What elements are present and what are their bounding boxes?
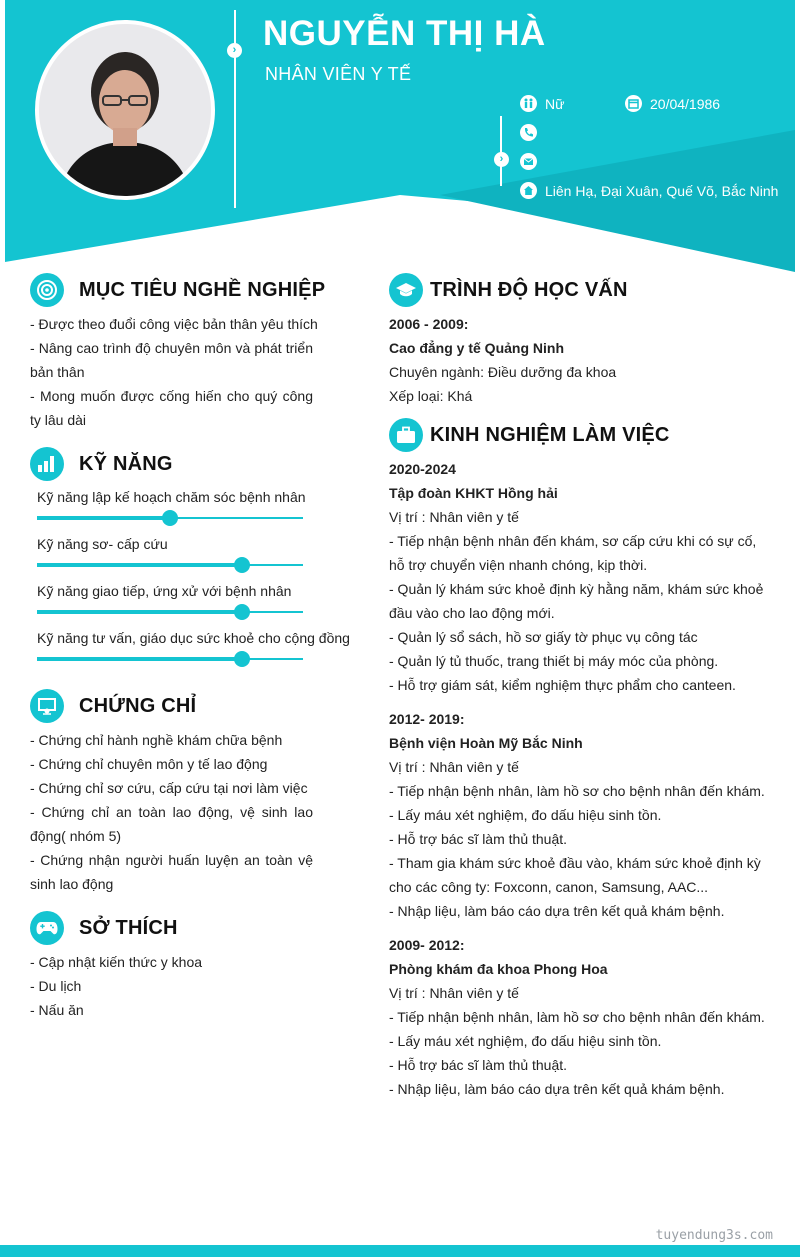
job-line: đầu vào cho lao động mới. <box>389 605 555 621</box>
objective-line: - Được theo đuổi công việc bản thân yêu thích <box>30 316 318 332</box>
objective-title: MỤC TIÊU NGHỀ NGHIỆP <box>79 278 326 301</box>
hobbies-heading <box>30 911 178 945</box>
objective-list <box>30 312 318 432</box>
job-line: Vị trí : Nhân viên y tế <box>389 759 519 775</box>
experience-job <box>389 457 769 697</box>
job-line: cho các công ty: Foxconn, canon, Samsung, AAC... <box>389 879 709 895</box>
skill-track <box>37 517 303 519</box>
skill-fill <box>37 563 242 567</box>
skill-item <box>37 536 357 552</box>
certificate-line: - Chứng chỉ an toàn lao động, vệ sinh lao <box>30 804 313 820</box>
contact-address <box>520 182 778 199</box>
phone-icon <box>520 124 537 141</box>
certificate-line: - Chứng chỉ hành nghề khám chữa bệnh <box>30 732 283 748</box>
job-company: Phòng khám đa khoa Phong Hoa <box>389 961 608 977</box>
avatar <box>35 20 215 200</box>
job-line: - Hỗ trợ bác sĩ làm thủ thuật. <box>389 1057 568 1073</box>
hobby-line: - Du lịch <box>30 978 82 994</box>
experience-title: KINH NGHIỆM LÀM VIỆC <box>430 423 670 446</box>
certificates-heading <box>30 689 196 723</box>
hobby-line: - Cập nhật kiến thức y khoa <box>30 954 203 970</box>
education-line: Chuyên ngành: Điều dưỡng đa khoa <box>389 364 617 380</box>
skill-name: Kỹ năng sơ- cấp cứu <box>37 536 168 552</box>
skill-item <box>37 583 357 599</box>
contact-email <box>520 153 545 170</box>
briefcase-icon <box>389 418 423 452</box>
job-line: - Quản lý sổ sách, hồ sơ giấy tờ phục vụ công tác <box>389 629 698 645</box>
job-line: Vị trí : Nhân viên y tế <box>389 509 519 525</box>
certificates-list <box>30 728 313 896</box>
skill-fill <box>37 657 242 661</box>
address-value: Liên Hạ, Đại Xuân, Quế Võ, Bắc Ninh <box>545 182 779 199</box>
job-line: - Tiếp nhận bệnh nhân đến khám, sơ cấp cứu khi có sự cố, <box>389 533 757 549</box>
certificate-line: - Chứng chỉ sơ cứu, cấp cứu tại nơi làm việc <box>30 780 308 796</box>
target-icon <box>30 273 64 307</box>
hobby-line: - Nấu ăn <box>30 1002 84 1018</box>
chevron-right-icon: › <box>494 152 509 167</box>
skill-track <box>37 564 303 566</box>
job-period: 2012- 2019: <box>389 711 465 727</box>
objective-heading <box>30 273 325 307</box>
skill-name: Kỹ năng lập kế hoạch chăm sóc bệnh nhân <box>37 489 306 505</box>
skills-title: KỸ NĂNG <box>79 452 173 475</box>
skill-knob <box>234 557 250 573</box>
candidate-job-title: NHÂN VIÊN Y TẾ <box>265 64 412 84</box>
job-line: Vị trí : Nhân viên y tế <box>389 985 519 1001</box>
job-line: - Quản lý tủ thuốc, trang thiết bị máy móc của phòng. <box>389 653 719 669</box>
cv-header <box>0 0 800 275</box>
home-icon <box>520 182 537 199</box>
certificate-line: sinh lao động <box>30 876 114 892</box>
certificate-line: động( nhóm 5) <box>30 828 122 844</box>
objective-line: - Nâng cao trình độ chuyên môn và phát triển <box>30 340 313 356</box>
education-heading <box>389 273 628 307</box>
watermark: tuyendung3s.com <box>655 1228 773 1243</box>
hobbies-list <box>30 950 313 1022</box>
skill-knob <box>234 604 250 620</box>
skills-heading <box>30 447 173 481</box>
gamepad-icon <box>30 911 64 945</box>
job-line: - Nhập liệu, làm báo cáo dựa trên kết quả khám bệnh. <box>389 903 725 919</box>
experience-job <box>389 707 769 923</box>
job-line: - Hỗ trợ giám sát, kiểm nghiệm thực phẩm cho canteen. <box>389 677 736 693</box>
job-line: - Quản lý khám sức khoẻ định kỳ hằng năm, khám sức khoẻ <box>389 581 764 597</box>
job-period: 2009- 2012: <box>389 937 465 953</box>
footer-bar <box>0 1245 800 1257</box>
job-company: Bệnh viện Hoàn Mỹ Bắc Ninh <box>389 735 583 751</box>
job-line: - Lấy máu xét nghiệm, đo dấu hiệu sinh tồn. <box>389 1033 662 1049</box>
email-icon <box>520 153 537 170</box>
contact-divider <box>500 116 502 186</box>
job-line: - Nhập liệu, làm báo cáo dựa trên kết quả khám bệnh. <box>389 1081 725 1097</box>
skill-fill <box>37 610 242 614</box>
bar-chart-icon <box>30 447 64 481</box>
job-period: 2020-2024 <box>389 461 456 477</box>
skill-knob <box>162 510 178 526</box>
job-line: hỗ trợ chuyển viện nhanh chóng, kịp thời. <box>389 557 648 573</box>
gender-value: Nữ <box>545 95 565 112</box>
contact-birthday <box>625 95 720 112</box>
skill-item <box>37 489 357 505</box>
contact-gender <box>520 95 564 112</box>
birthday-value: 20/04/1986 <box>650 95 721 112</box>
certificate-line: - Chứng chỉ chuyên môn y tế lao động <box>30 756 268 772</box>
portrait-photo-icon <box>39 24 211 196</box>
experience-heading <box>389 418 670 452</box>
chevron-right-icon: › <box>227 43 242 58</box>
job-line: - Hỗ trợ bác sĩ làm thủ thuật. <box>389 831 568 847</box>
job-line: - Lấy máu xét nghiệm, đo dấu hiệu sinh tồn. <box>389 807 662 823</box>
education-line: Xếp loại: Khá <box>389 388 473 404</box>
objective-line: bản thân <box>30 364 85 380</box>
skill-name: Kỹ năng tư vấn, giáo dục sức khoẻ cho cộng đồng <box>37 630 350 646</box>
certificate-line: - Chứng nhận người huấn luyện an toàn vệ <box>30 852 313 868</box>
skill-track <box>37 658 303 660</box>
skill-name: Kỹ năng giao tiếp, ứng xử với bệnh nhân <box>37 583 292 599</box>
gender-icon <box>520 95 537 112</box>
skill-fill <box>37 516 170 520</box>
education-block <box>389 312 769 408</box>
education-period: 2006 - 2009: <box>389 316 469 332</box>
education-title: TRÌNH ĐỘ HỌC VẤN <box>430 278 628 301</box>
job-line: - Tham gia khám sức khoẻ đầu vào, khám sức khoẻ định kỳ <box>389 855 761 871</box>
hobbies-title: SỞ THÍCH <box>79 916 178 939</box>
skill-knob <box>234 651 250 667</box>
certificates-title: CHỨNG CHỈ <box>79 694 197 717</box>
contact-phone <box>520 124 545 141</box>
candidate-name: NGUYỄN THỊ HÀ <box>263 14 546 53</box>
header-divider <box>234 10 236 208</box>
certificate-icon <box>30 689 64 723</box>
objective-line: - Mong muốn được cống hiến cho quý công <box>30 388 313 404</box>
graduation-cap-icon <box>389 273 423 307</box>
job-company: Tập đoàn KHKT Hồng hải <box>389 485 558 501</box>
job-line: - Tiếp nhận bệnh nhân, làm hồ sơ cho bệnh nhân đến khám. <box>389 783 765 799</box>
skill-item <box>37 630 357 646</box>
education-school: Cao đẳng y tế Quảng Ninh <box>389 340 565 356</box>
calendar-icon <box>625 95 642 112</box>
job-line: - Tiếp nhận bệnh nhân, làm hồ sơ cho bệnh nhân đến khám. <box>389 1009 765 1025</box>
objective-line: ty lâu dài <box>30 412 87 428</box>
skill-track <box>37 611 303 613</box>
experience-job <box>389 933 769 1101</box>
